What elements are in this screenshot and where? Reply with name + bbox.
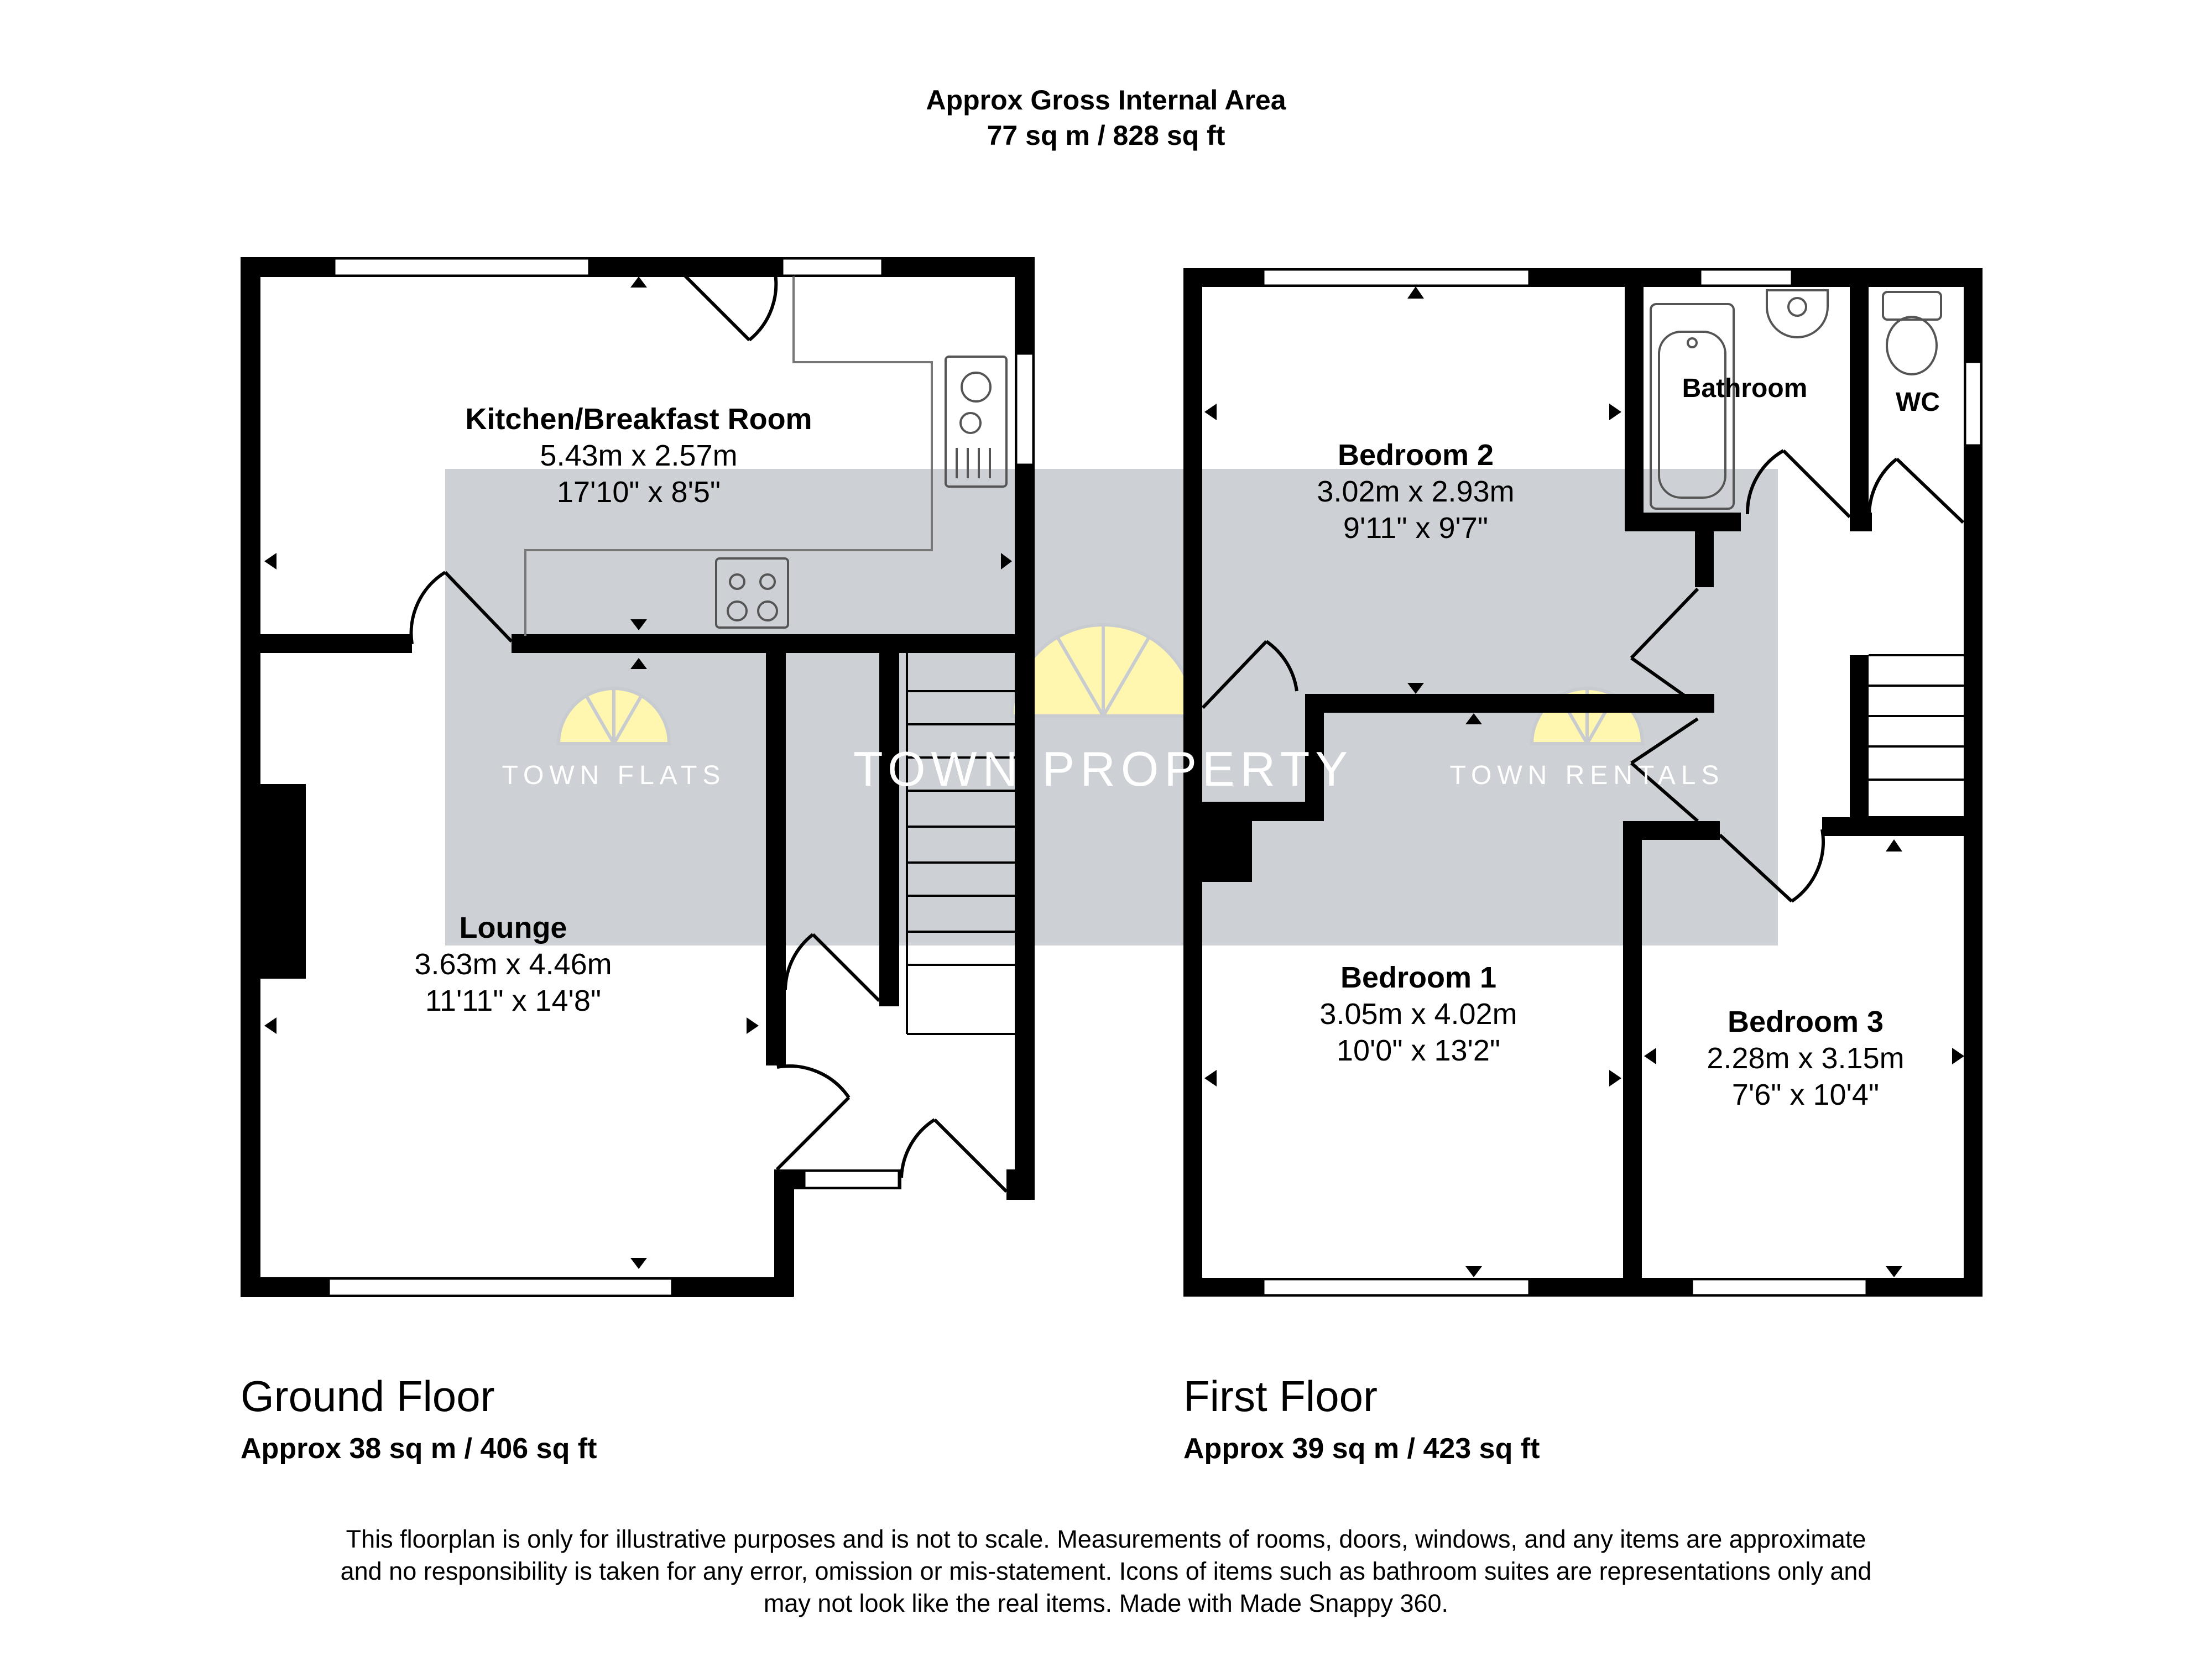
room-bedroom1-label xyxy=(1319,959,1517,1069)
gross-area-value: 77 sq m / 828 sq ft xyxy=(987,120,1225,151)
disclaimer xyxy=(221,1523,1991,1620)
room-lounge-metric: 3.63m x 4.46m xyxy=(414,948,612,981)
room-lounge-name: Lounge xyxy=(459,911,567,944)
disclaimer-line-2: and no responsibility is taken for any error, omission or mis-statement. Icons of items such as bathroom suites are representations only and xyxy=(340,1557,1872,1585)
room-bedroom3-imperial: 7'6" x 10'4" xyxy=(1731,1078,1880,1111)
disclaimer-line-3: may not look like the real items. Made with Made Snappy 360. xyxy=(763,1589,1449,1617)
room-lounge-label xyxy=(414,910,612,1019)
room-kitchen-imperial: 17'10" x 8'5" xyxy=(556,476,721,509)
room-bedroom2-metric: 3.02m x 2.93m xyxy=(1317,475,1515,508)
room-bedroom3-name: Bedroom 3 xyxy=(1727,1005,1884,1038)
ground-floor-title: Ground Floor xyxy=(241,1372,495,1420)
room-bedroom3-metric: 2.28m x 3.15m xyxy=(1707,1042,1905,1075)
first-floor-title: First Floor xyxy=(1183,1372,1378,1420)
room-bedroom2-imperial: 9'11" x 9'7" xyxy=(1343,511,1489,545)
room-bathroom-label: Bathroom xyxy=(1682,374,1808,403)
watermark-center-text: TOWN PROPERTY xyxy=(853,741,1354,796)
watermark-left-text: TOWN FLATS xyxy=(502,761,726,790)
room-bedroom2-name: Bedroom 2 xyxy=(1337,438,1494,472)
room-bedroom3-label xyxy=(1707,1004,1904,1113)
room-lounge-imperial: 11'11" x 14'8" xyxy=(425,984,602,1017)
room-wc-label: WC xyxy=(1896,388,1940,417)
first-floor-area: Approx 39 sq m / 423 sq ft xyxy=(1183,1433,1540,1465)
disclaimer-line-1: This floorplan is only for illustrative purposes and is not to scale. Measurements of rooms, doors, windows, and any items are approximate xyxy=(346,1525,1866,1553)
room-bedroom1-imperial: 10'0" x 13'2" xyxy=(1336,1034,1501,1067)
room-bedroom1-name: Bedroom 1 xyxy=(1340,961,1497,994)
ground-floor-area: Approx 38 sq m / 406 sq ft xyxy=(241,1433,597,1465)
room-kitchen-name: Kitchen/Breakfast Room xyxy=(465,403,812,436)
watermark-right-text: TOWN RENTALS xyxy=(1449,761,1725,790)
sink-icon xyxy=(946,357,1006,487)
toilet-icon xyxy=(1883,292,1941,374)
first-floor-stairs xyxy=(1869,655,1964,817)
gross-area-title: Approx Gross Internal Area xyxy=(926,85,1286,116)
room-bedroom2-label xyxy=(1317,437,1514,546)
room-kitchen-label xyxy=(465,401,812,510)
room-kitchen-metric: 5.43m x 2.57m xyxy=(540,439,738,472)
room-bedroom1-metric: 3.05m x 4.02m xyxy=(1319,997,1517,1031)
basin-icon xyxy=(1767,290,1828,337)
